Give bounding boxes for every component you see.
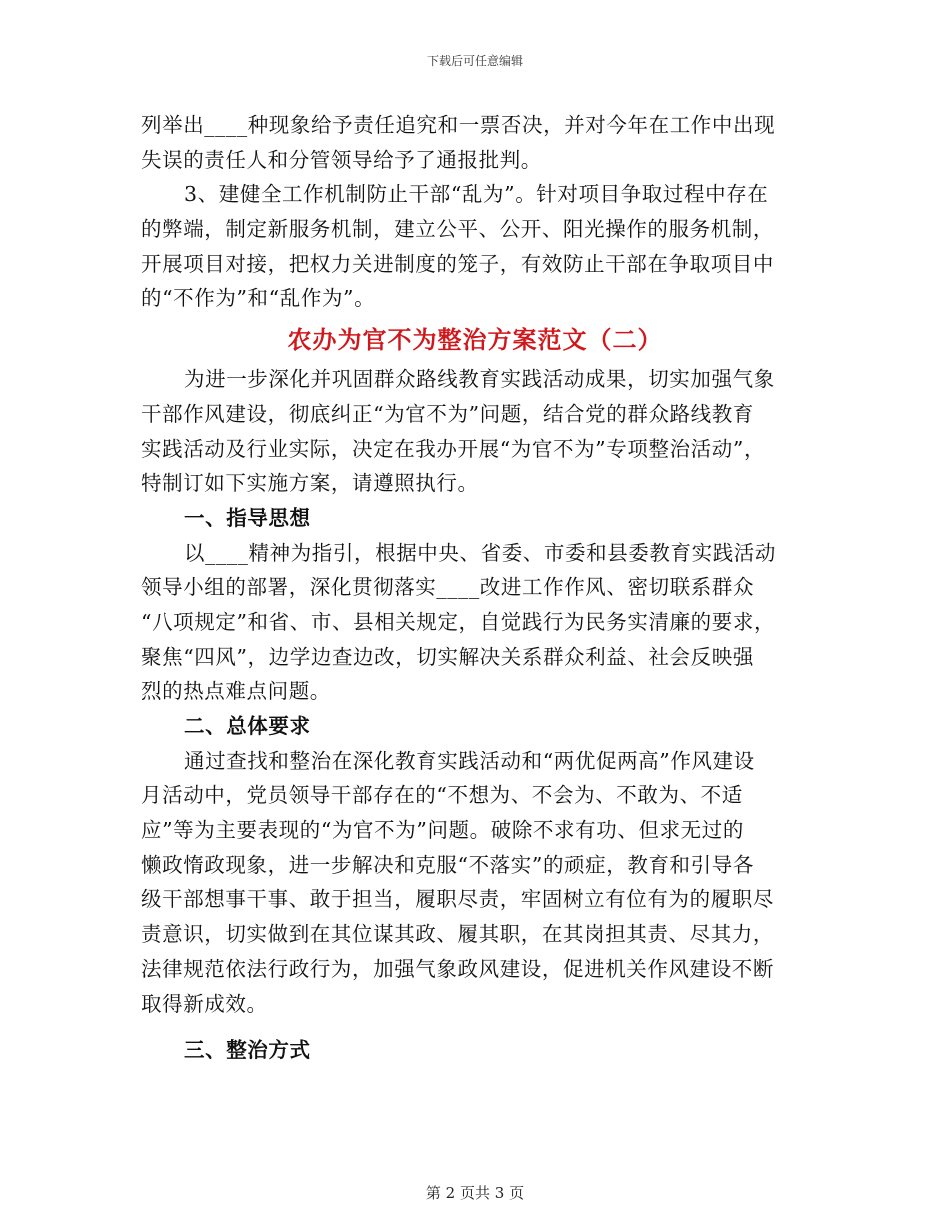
paragraph-line: 应”等为主要表现的“为官不为”问题。破除不求有功、但求无过的 [141,818,744,843]
paragraph-line: 列举出____种现象给予责任追究和一票否决，并对今年在工作中出现 [141,113,776,137]
paragraph-line: 3、建健全工作机制防止干部“乱为”。针对项目争取过程中存在 [184,182,769,207]
paragraph-line: 的弊端，制定新服务机制，建立公平、公开、阳光操作的服务机制， [141,217,774,242]
paragraph-line: 为进一步深化并巩固群众路线教育实践活动成果，切实加强气象 [184,367,775,392]
paragraph-line: 法律规范依法行政行为，加强气象政风建设，促进机关作风建设不断 [141,956,774,981]
paragraph-line: 级干部想事干事、敢于担当，履职尽责，牢固树立有位有为的履职尽 [141,887,774,912]
paragraph-line: 的“不作为”和“乱作为”。 [141,286,376,311]
paragraph-line: 领导小组的部署，深化贯彻落实____改进工作作风、密切联系群众 [141,575,755,600]
paragraph-line: 懒政惰政现象，进一步解决和克服“不落实”的顽症，教育和引导各 [141,852,754,877]
paragraph-line: 干部作风建设，彻底纠正“为官不为”问题，结合党的群众路线教育 [141,401,754,426]
paragraph-line: 以____精神为指引，根据中央、省委、市委和县委教育实践活动 [184,540,776,565]
paragraph-line: 实践活动及行业实际，决定在我办开展“为官不为”专项整治活动”， [141,436,766,461]
paragraph-line: 聚焦“四风”，边学边查边改，切实解决关系群众利益、社会反映强 [141,644,754,669]
paragraph-line: 通过查找和整治在深化教育实践活动和“两优促两高”作风建设 [184,748,755,773]
heading-guiding-ideology: 一、指导思想 [184,505,311,530]
heading-rectification-methods: 三、整治方式 [184,1038,311,1063]
document-body [141,108,809,1068]
paragraph-line: 月活动中，党员领导干部存在的“不想为、不会为、不敢为、不适 [141,783,743,808]
section-title: 农办为官不为整治方案范文（二） [287,325,663,355]
page-number: 第 2 页共 3 页 [425,1184,525,1202]
paragraph-line: 烈的热点难点问题。 [141,679,331,704]
heading-general-requirements: 二、总体要求 [184,714,311,738]
page-header: 下载后可任意编辑 [426,54,523,68]
paragraph-line: 失误的责任人和分管领导给予了通报批判。 [141,147,542,172]
paragraph-line: “八项规定”和省、市、县相关规定，自觉践行为民务实清廉的要求， [141,609,776,634]
paragraph-line: 取得新成效。 [141,991,268,1016]
paragraph-line: 责意识，切实做到在其位谋其政、履其职，在其岗担其责、尽其力， [141,922,774,947]
paragraph-line: 特制订如下实施方案，请遵照执行。 [141,471,479,496]
paragraph-line: 开展项目对接，把权力关进制度的笼子，有效防止干部在争取项目中 [141,251,774,276]
